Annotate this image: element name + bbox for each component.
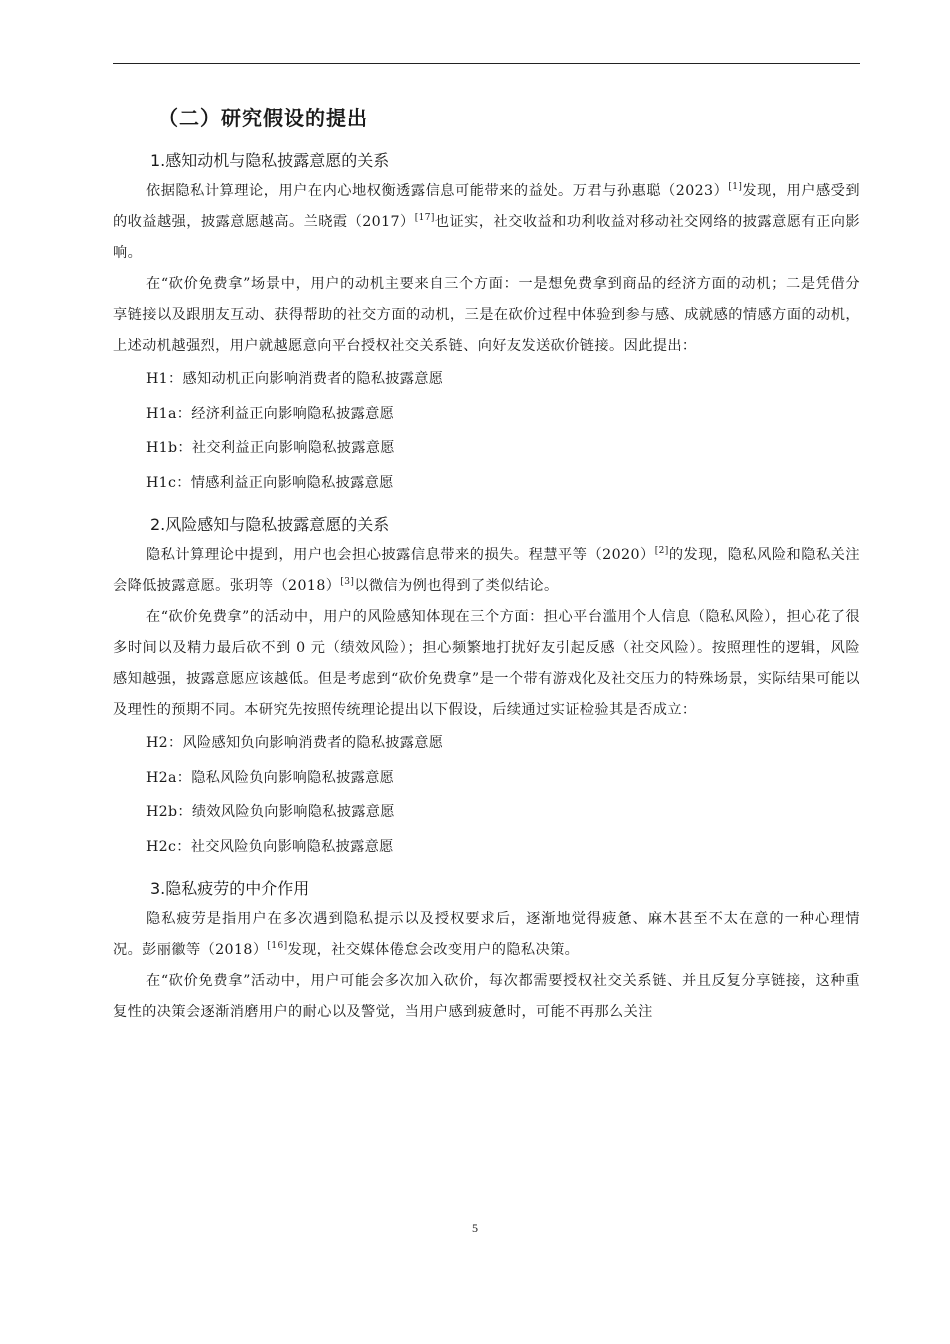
hypothesis: H2a：隐私风险负向影响隐私披露意愿 xyxy=(146,769,395,786)
header-rule xyxy=(113,63,860,64)
hypothesis: H1a：经济利益正向影响隐私披露意愿 xyxy=(146,405,395,422)
paragraph: 在“砍价免费拿”场景中，用户的动机主要来自三个方面：一是想免费拿到商品的经济方面的动机；二是凭借分享链接以及跟朋友互动、获得帮助的社交方面的动机，三是在砍价过程中体验到参与感、成就感的情感方面的动机，上述动机越强烈，用户就越愿意向平台授权社交关系链、向好友发送砍价链接。因此提出： xyxy=(113,276,860,354)
citation: [3] xyxy=(340,577,355,587)
paragraph: 隐私疲劳是指用户在多次遇到隐私提示以及授权要求后，逐渐地觉得疲惫、麻木甚至不太在意的一种心理情况。彭丽徽等（2018）[16]发现，社交媒体倦怠会改变用户的隐私决策。 xyxy=(113,911,860,958)
document-body xyxy=(113,100,860,1028)
hypothesis: H1：感知动机正向影响消费者的隐私披露意愿 xyxy=(146,371,444,387)
page-number: 5 xyxy=(472,1221,478,1235)
paragraph: 在“砍价免费拿”活动中，用户可能会多次加入砍价，每次都需要授权社交关系链、并且反复分享链接，这种重复性的决策会逐渐消磨用户的耐心以及警觉，当用户感到疲惫时，可能不再那么关注 xyxy=(113,973,860,1020)
section-title: （二）研究假设的提出 xyxy=(158,106,368,130)
subsection-title-2: 2.风险感知与隐私披露意愿的关系 xyxy=(150,515,390,534)
hypothesis: H2：风险感知负向影响消费者的隐私披露意愿 xyxy=(146,735,444,751)
hypothesis: H1c：情感利益正向影响隐私披露意愿 xyxy=(146,474,394,491)
hypothesis: H2b：绩效风险负向影响隐私披露意愿 xyxy=(146,804,395,820)
subsection-title-1: 1.感知动机与隐私披露意愿的关系 xyxy=(150,151,390,170)
paragraph: 依据隐私计算理论，用户在内心地权衡透露信息可能带来的益处。万君与孙惠聪（2023）[1]发现，用户感受到的收益越强，披露意愿越高。兰晓霞（2017）[17]也证实，社交收益和功利收益对移动社交网络的披露意愿有正向影响。 xyxy=(113,182,860,261)
citation: [16] xyxy=(267,941,288,951)
hypothesis: H2c：社交风险负向影响隐私披露意愿 xyxy=(146,838,394,855)
subsection-title-3: 3.隐私疲劳的中介作用 xyxy=(150,879,310,898)
hypothesis: H1b：社交利益正向影响隐私披露意愿 xyxy=(146,440,395,456)
citation: [2] xyxy=(654,546,669,556)
paragraph: 在“砍价免费拿”的活动中，用户的风险感知体现在三个方面：担心平台滥用个人信息（隐私风险），担心花了很多时间以及精力最后砍不到 0 元（绩效风险）；担心频繁地打扰好友引起反感（社交风险）。按照理性的逻辑，风险感知越强，披露意愿应该越低。但是考虑到“砍价免费拿”是一个带有游戏化及社交压力的特殊场景，实际结果可能以及理性的预期不同。本研究先按照传统理论提出以下假设，后续通过实证检验其是否成立： xyxy=(113,609,860,718)
citation: [1] xyxy=(728,182,743,192)
paragraph: 隐私计算理论中提到，用户也会担心披露信息带来的损失。程慧平等（2020）[2]的发现，隐私风险和隐私关注会降低披露意愿。张玥等（2018）[3]以微信为例也得到了类似结论。 xyxy=(113,546,860,594)
citation: [17] xyxy=(414,213,435,223)
